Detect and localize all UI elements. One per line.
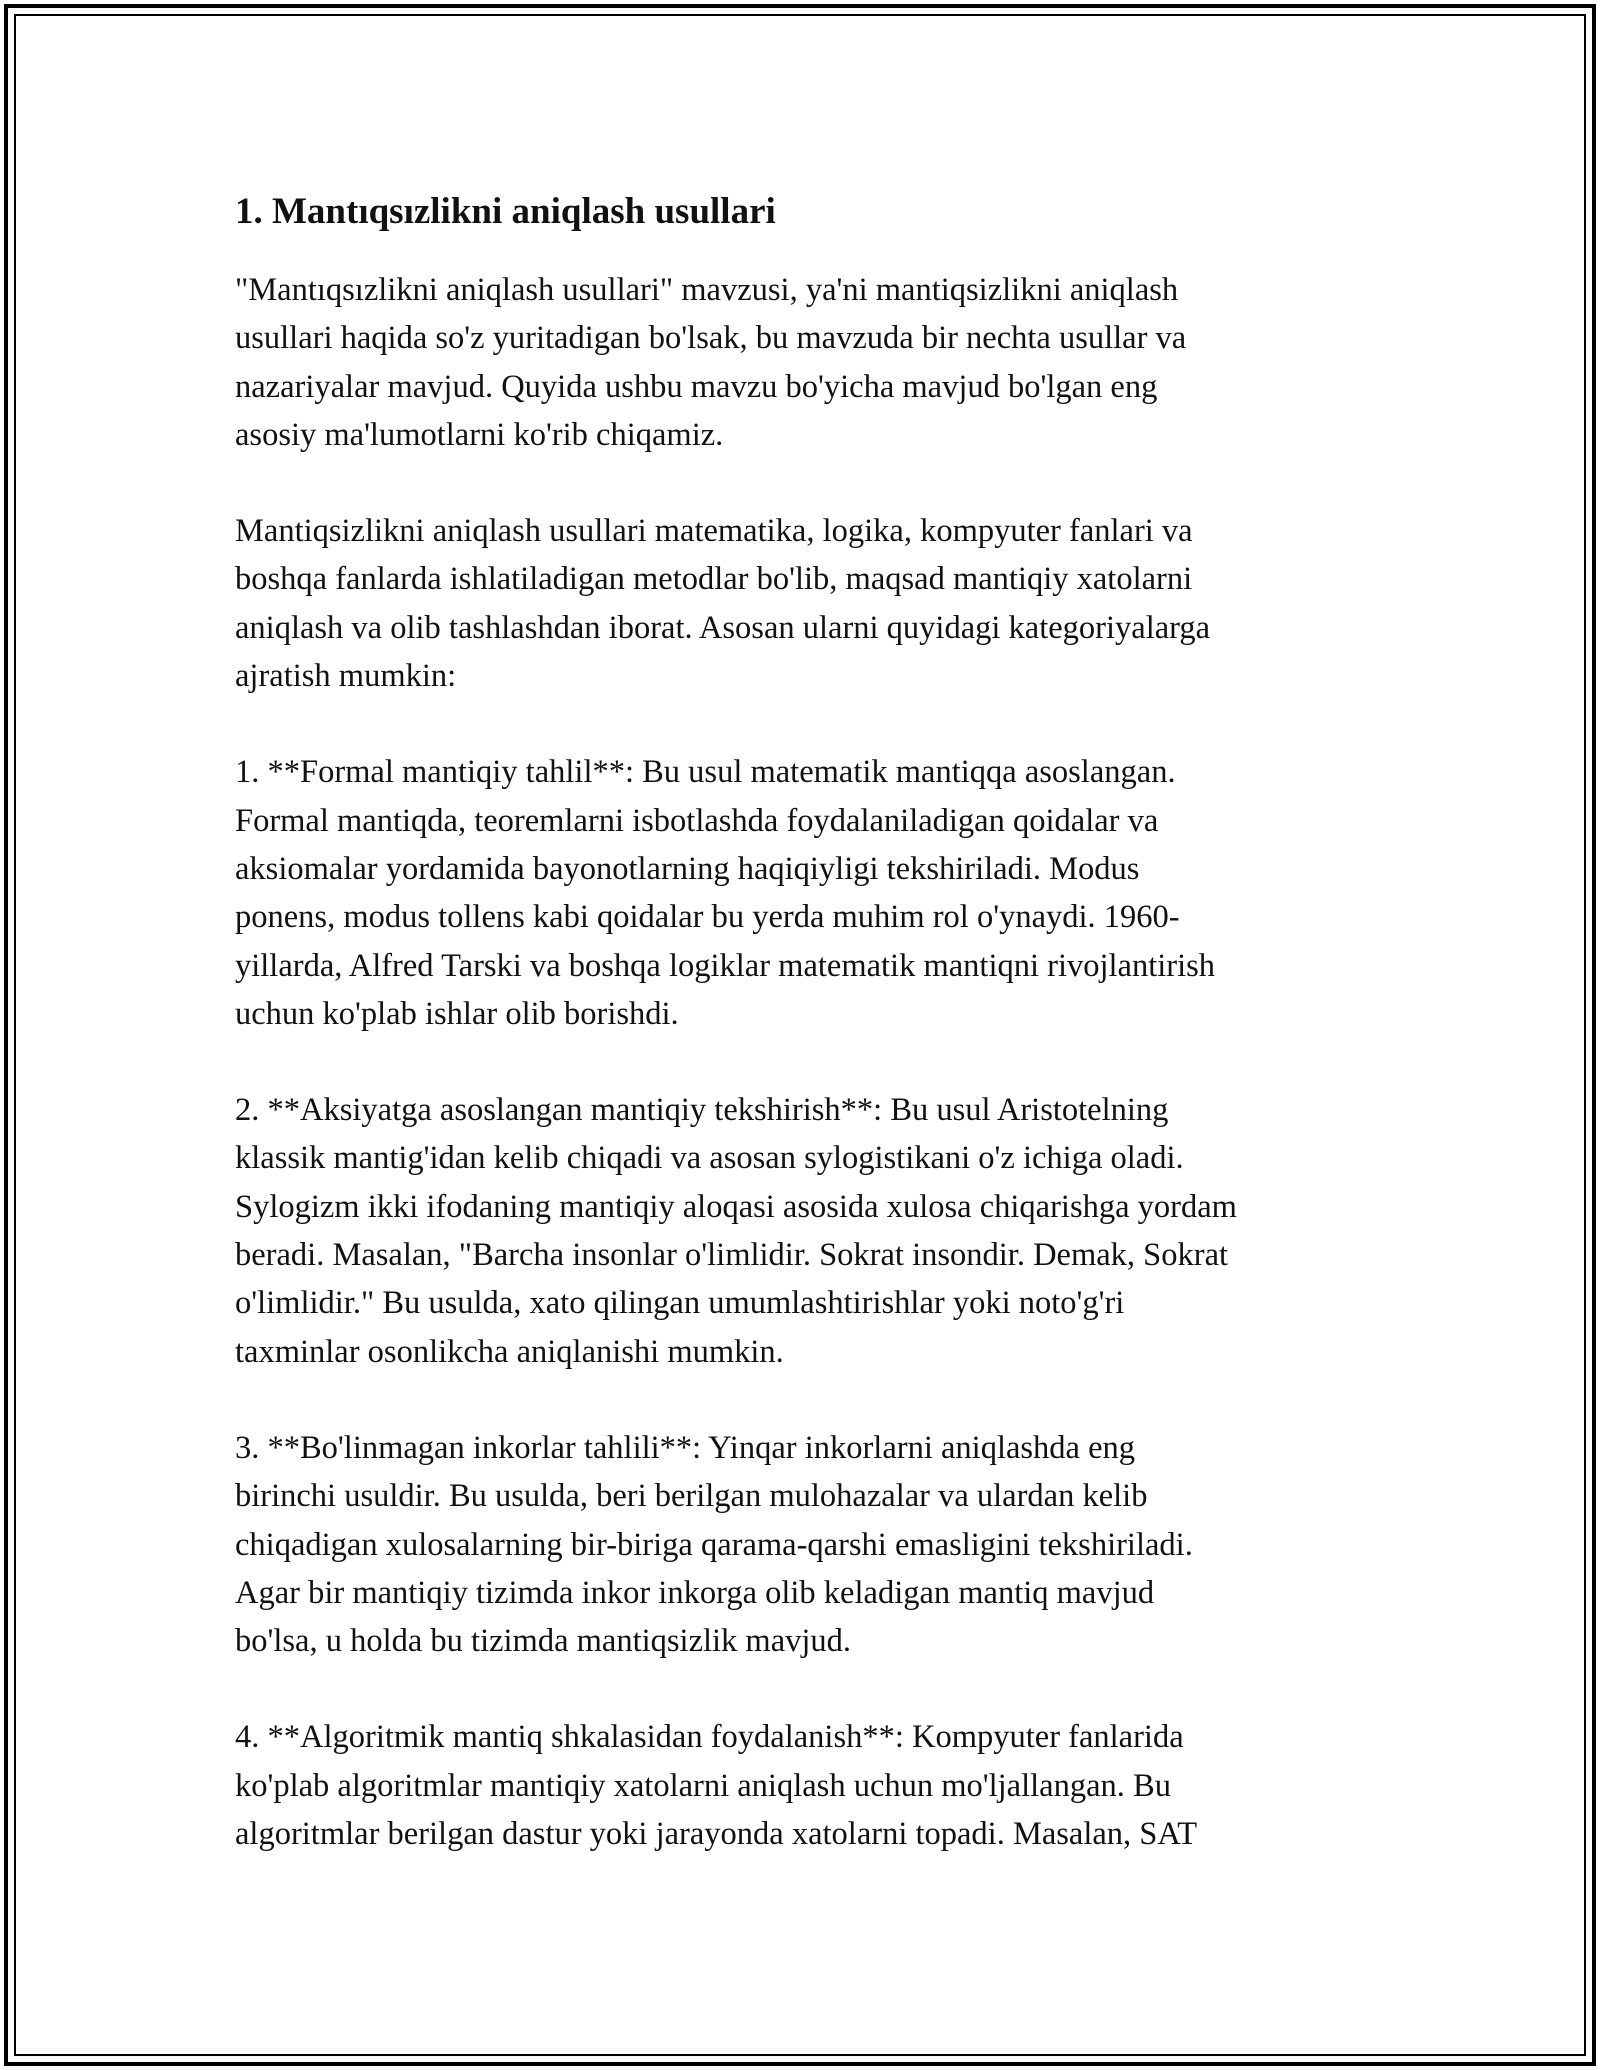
paragraph-item-2: 2. **Aksiyatga asoslangan mantiqiy tekshirish**: Bu usul Aristotelning klassik mantig'idan kelib chiqadi va asosan sylogistikani o'z ichiga oladi. Sylogizm ikki ifodaning mantiqiy aloqasi asosida xulosa chiqarishga yordam beradi. Masalan, "Barcha insonlar o'limlidir. Sokrat insondir. Demak, Sokrat o'limlidir." Bu usulda, xato qilingan umumlashtirishlar yoki noto'g'ri taxminlar osonlikcha aniqlanishi mumkin. — [235, 1092, 1237, 1370]
paragraph-intro: "Mantıqsızlikni aniqlash usullari" mavzusi, ya'ni mantiqsizlikni aniqlash usullari haqida so'z yuritadigan bo'lsak, bu mavzuda bir nechta usullar va nazariyalar mavjud. Quyida ushbu mavzu bo'yicha mavjud bo'lgan eng asosiy ma'lumotlarni ko'rib chiqamiz. — [235, 272, 1187, 453]
document-title: 1. Mantıqsızlikni aniqlash usullari — [235, 191, 776, 232]
paragraph-item-1: 1. **Formal mantiqiy tahlil**: Bu usul matematik mantiqqa asoslangan. Formal mantiqda, teoremlarni isbotlashda foydalaniladigan qoidalar va aksiomalar yordamida bayonotlarning haqiqiyligi tekshiriladi. Modus ponens, modus tollens kabi qoidalar bu yerda muhim rol o'ynaydi. 1960- yillarda, Alfred Tarski va boshqa logiklar matematik mantiqni rivojlantirish uchun ko'plab ishlar olib borishdi. — [235, 754, 1216, 1032]
paragraph-item-4: 4. **Algoritmik mantiq shkalasidan foydalanish**: Kompyuter fanlarida ko'plab algoritmlar mantiqiy xatolarni aniqlash uchun mo'ljallangan. Bu algoritmlar berilgan dastur yoki jarayonda xatolarni topadi. Masalan, SAT — [235, 1719, 1198, 1853]
paragraph-item-3: 3. **Bo'linmagan inkorlar tahlili**: Yinqar inkorlarni aniqlashda eng birinchi usuldir. Bu usulda, beri berilgan mulohazalar va ulardan kelib chiqadigan xulosalarning bir-biriga qarama-qarshi emasligini tekshiriladi. Agar bir mantiqiy tizimda inkor inkorga olib keladigan mantiq mavjud bo'lsa, u holda bu tizimda mantiqsizlik mavjud. — [235, 1429, 1193, 1660]
document-body — [235, 186, 1395, 1906]
paragraph-overview: Mantiqsizlikni aniqlash usullari matematika, logika, kompyuter fanlari va boshqa fanlarda ishlatiladigan metodlar bo'lib, maqsad mantiqiy xatolarni aniqlash va olib tashlashdan iborat. Asosan ularni quyidagi kategoriyalarga ajratish mumkin: — [235, 513, 1211, 695]
